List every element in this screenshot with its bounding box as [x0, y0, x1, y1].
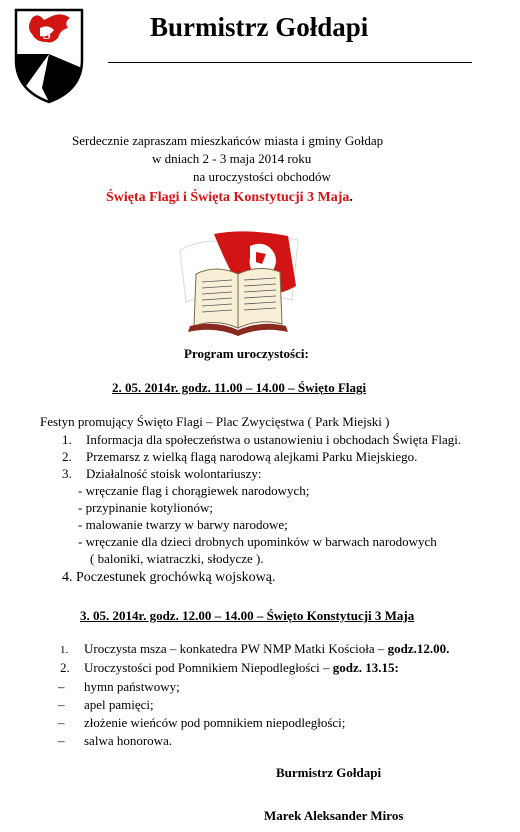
day1-item-3-text: Działalność stoisk wolontariuszy: — [86, 466, 262, 481]
day2-item-1-number: 1. — [60, 644, 69, 656]
day1-item-4 — [62, 570, 275, 586]
bullet-dash: – — [58, 679, 65, 694]
program-heading: Program uroczystości: — [184, 346, 309, 361]
day2-item-2-number: 2. — [60, 660, 70, 675]
bullet-text: złożenie wieńców pod pomnikiem niepodległości; — [84, 715, 346, 730]
day1-item-1-number: 1. — [62, 432, 72, 447]
day1-item-3-number: 3. — [62, 466, 72, 481]
event-name-suffix: . — [349, 190, 353, 205]
invitation-line-1: Serdecznie zapraszam mieszkańców miasta i gminy Gołdap — [72, 133, 384, 148]
bullet-dash: – — [58, 715, 65, 730]
event-name-text: Święta Flagi i Święta Konstytucji 3 Maja — [106, 190, 350, 205]
day1-item-3 — [62, 466, 261, 482]
bullet-text: apel pamięci; — [84, 697, 154, 712]
day1-subitem: - przypinanie kotylionów; — [78, 500, 214, 515]
day2-bullet — [58, 697, 154, 713]
title-underline — [108, 62, 472, 63]
svg-text:S: S — [43, 28, 51, 43]
day1-item-2-text: Przemarsz z wielką flagą narodową alejkami Parku Miejskiego. — [86, 449, 418, 464]
day1-intro: Festyn promujący Święto Flagi – Plac Zwycięstwa ( Park Miejski ) — [40, 414, 390, 429]
day2-item-1-text: Uroczysta msza – konkatedra PW NMP Matki Kościoła – — [84, 641, 388, 656]
page-title: Burmistrz Gołdapi — [150, 12, 369, 42]
day2-bullet — [58, 679, 180, 695]
day1-subitem: - wręczanie flag i chorągiewek narodowych; — [78, 483, 310, 498]
day1-subitem: - malowanie twarzy w barwy narodowe; — [78, 517, 288, 532]
bullet-dash: – — [58, 733, 65, 748]
day1-item-1-text: Informacja dla społeczeństwa o ustanowieniu i obchodach Święta Flagi. — [86, 432, 462, 447]
coat-of-arms-image — [12, 8, 86, 104]
day1-item-4-number: 4. — [62, 570, 73, 585]
bullet-dash: – — [58, 697, 65, 712]
day2-item-1 — [60, 641, 449, 658]
day1-item-2-number: 2. — [62, 449, 72, 464]
constitution-book-illustration — [176, 230, 302, 338]
day1-subitem: - wręczanie dla dzieci drobnych upominków w barwach narodowych — [78, 534, 437, 549]
day2-item-2 — [60, 660, 399, 676]
day1-item-1 — [62, 432, 461, 448]
day2-bullet — [58, 715, 345, 731]
bullet-text: hymn państwowy; — [84, 679, 180, 694]
day1-heading: 2. 05. 2014r. godz. 11.00 – 14.00 – Święto Flagi — [112, 380, 367, 395]
signature-role: Burmistrz Gołdapi — [276, 765, 382, 780]
bullet-text: salwa honorowa. — [84, 733, 173, 748]
invitation-line-2: w dniach 2 - 3 maja 2014 roku — [152, 151, 312, 166]
invitation-line-3: na uroczystości obchodów — [193, 169, 331, 184]
day2-bullet — [58, 733, 172, 749]
event-name — [106, 190, 353, 206]
day1-item-4-text: Poczestunek grochówką wojskową. — [76, 570, 276, 585]
day2-heading: 3. 05. 2014r. godz. 12.00 – 14.00 – Święto Konstytucji 3 Maja — [80, 608, 415, 623]
signature-name: Marek Aleksander Miros — [264, 808, 404, 823]
day2-item-1-time: godz.12.00. — [387, 641, 450, 656]
day2-item-2-text: Uroczystości pod Pomnikiem Niepodległości – — [84, 660, 333, 675]
day1-item-2 — [62, 449, 417, 465]
day2-item-2-time: godz. 13.15: — [332, 660, 399, 675]
day1-subitem: ( baloniki, wiatraczki, słodycze ). — [90, 551, 264, 566]
